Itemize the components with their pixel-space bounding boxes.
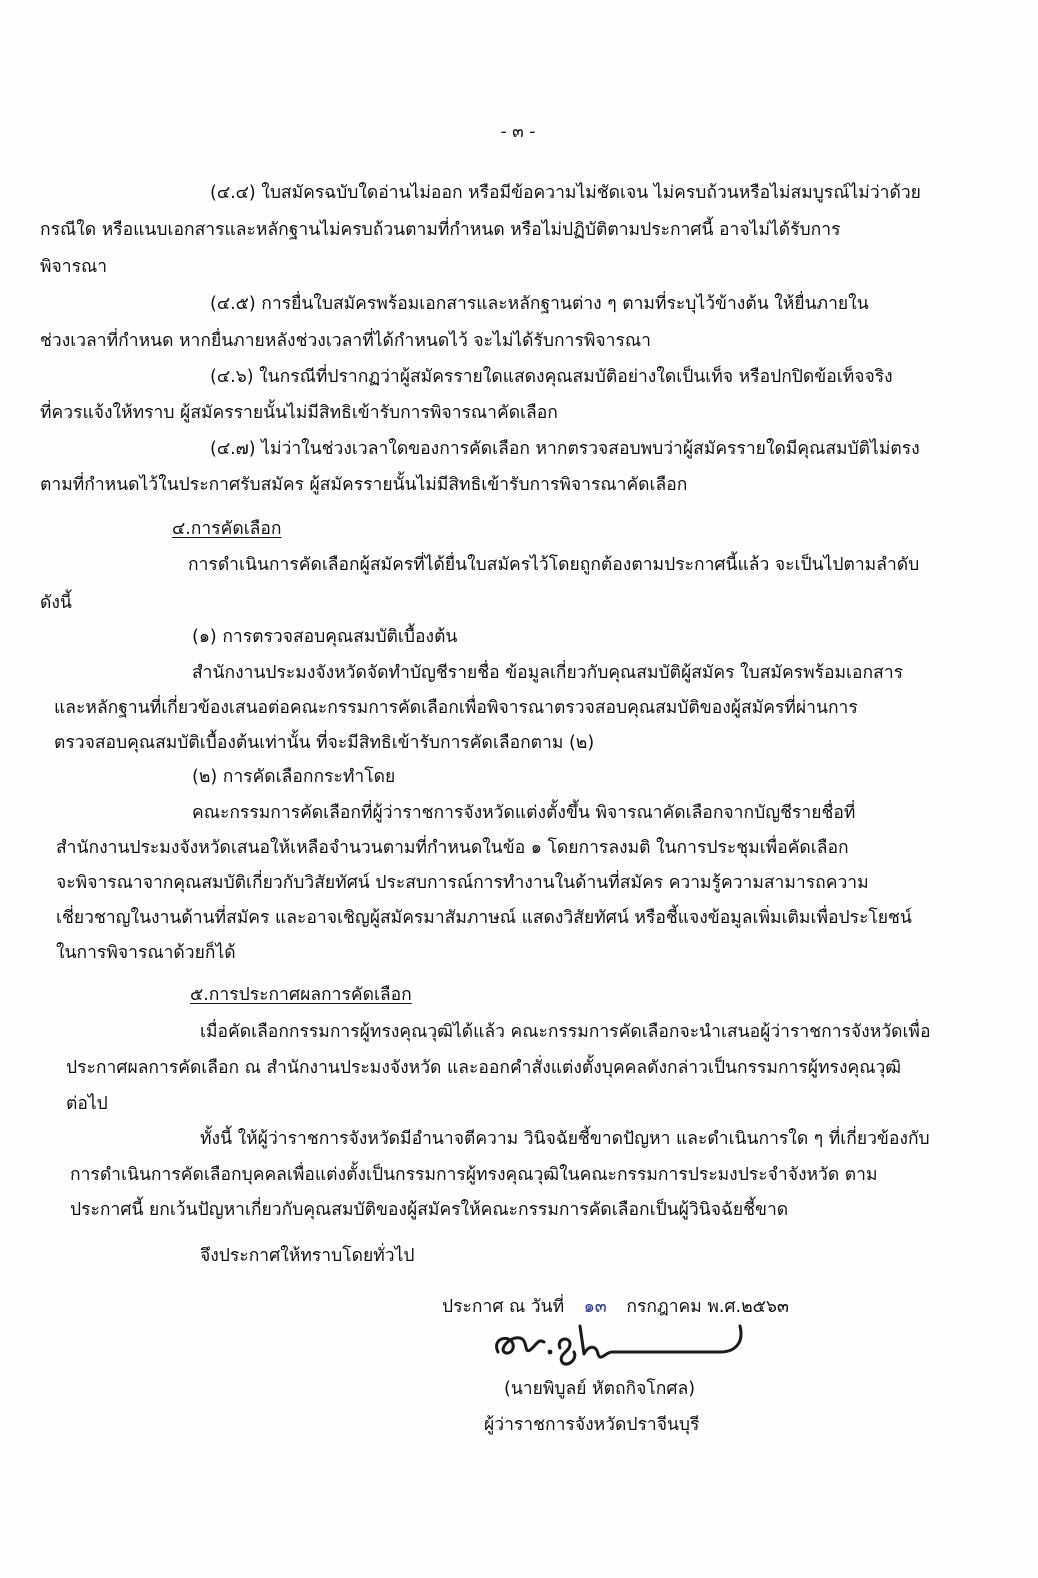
section-4-intro-line-2: ดังนี้ <box>40 593 72 613</box>
section-5-p2-line-3: ประกาศนี้ ยกเว้นปัญหาเกี่ยวกับคุณสมบัติของผู้สมัครให้คณะกรรมการคัดเลือกเป็นผู้วินิจฉัยชี้ขาด <box>70 1200 789 1220</box>
section-4-sub2-line-4: เชี่ยวชาญในงานด้านที่สมัคร และอาจเชิญผู้สมัครมาสัมภาษณ์ แสดงวิสัยทัศน์ หรือชี้แจงข้อมูลเพิ่มเติมเพื่อประโยชน์ <box>56 908 912 928</box>
para-4-4-line-3: พิจารณา <box>40 257 108 277</box>
section-4-sub2-line-5: ในการพิจารณาด้วยก็ได้ <box>56 943 236 963</box>
para-4-4-line-1: (๔.๔) ใบสมัครฉบับใดอ่านไม่ออก หรือมีข้อความไม่ชัดเจน ไม่ครบถ้วนหรือไม่สมบูรณ์ไม่ว่าด้วย <box>210 183 921 203</box>
section-4-sub2-line-3: จะพิจารณาจากคุณสมบัติเกี่ยวกับวิสัยทัศน์ ประสบการณ์การทำงานในด้านที่สมัคร ความรู้ความสามารถความ <box>56 873 869 893</box>
section-4-sub2-title: (๒) การคัดเลือกกระทำโดย <box>192 767 396 787</box>
section-4-intro-line-1: การดำเนินการคัดเลือกผู้สมัครที่ได้ยื่นใบสมัครไว้โดยถูกต้องตามประกาศนี้แล้ว จะเป็นไปตามลำดับ <box>188 555 920 575</box>
section-4-sub1-title: (๑) การตรวจสอบคุณสมบัติเบื้องต้น <box>192 627 458 647</box>
para-4-5-line-2: ช่วงเวลาที่กำหนด หากยื่นภายหลังช่วงเวลาที่ได้กำหนดไว้ จะไม่ได้รับการพิจารณา <box>40 331 651 351</box>
date-day: ๑๓ <box>583 1297 607 1317</box>
section-4-sub1-line-1: สำนักงานประมงจังหวัดจัดทำบัญชีรายชื่อ ข้อมูลเกี่ยวกับคุณสมบัติผู้สมัคร ใบสมัครพร้อมเอกสาร <box>192 663 904 683</box>
page-number: - ๓ - <box>500 122 536 142</box>
section-5-p2-line-2: การดำเนินการคัดเลือกบุคคลเพื่อแต่งตั้งเป็นกรรมการผู้ทรงคุณวุฒิในคณะกรรมการประมงประจำจังหวัด ตาม <box>70 1165 878 1185</box>
signer-name: (นายพิบูลย์ หัตถกิจโกศล) <box>504 1379 696 1399</box>
para-4-6-line-1: (๔.๖) ในกรณีที่ปรากฏว่าผู้สมัครรายใดแสดงคุณสมบัติอย่างใดเป็นเท็จ หรือปกปิดข้อเท็จจริง <box>210 367 893 387</box>
signer-position: ผู้ว่าราชการจังหวัดปราจีนบุรี <box>484 1415 700 1435</box>
section-4-heading: ๔.การคัดเลือก <box>172 519 282 539</box>
section-4-sub2-line-2: สำนักงานประมงจังหวัดเสนอให้เหลือจำนวนตามที่กำหนดในข้อ ๑ โดยการลงมติ ในการประชุมเพื่อคัดเลือก <box>56 838 849 858</box>
section-4-sub1-line-3: ตรวจสอบคุณสมบัติเบื้องต้นเท่านั้น ที่จะมีสิทธิเข้ารับการคัดเลือกตาม (๒) <box>54 733 595 753</box>
para-4-6-line-2: ที่ควรแจ้งให้ทราบ ผู้สมัครรายนั้นไม่มีสิทธิเข้ารับการพิจารณาคัดเลือก <box>40 403 558 423</box>
section-5-p1-line-2: ประกาศผลการคัดเลือก ณ สำนักงานประมงจังหวัด และออกคำสั่งแต่งตั้งบุคคลดังกล่าวเป็นกรรมการผู้ทรงคุณวุฒิ <box>66 1058 902 1078</box>
para-4-4-line-2: กรณีใด หรือแนบเอกสารและหลักฐานไม่ครบถ้วนตามที่กำหนด หรือไม่ปฏิบัติตามประกาศนี้ อาจไม่ได้รับการ <box>40 220 841 240</box>
para-4-7-line-1: (๔.๗) ไม่ว่าในช่วงเวลาใดของการคัดเลือก หากตรวจสอบพบว่าผู้สมัครรายใดมีคุณสมบัติไม่ตรง <box>210 439 920 459</box>
section-4-sub1-line-2: และหลักฐานที่เกี่ยวข้องเสนอต่อคณะกรรมการคัดเลือกเพื่อพิจารณาตรวจสอบคุณสมบัติของผู้สมัครที่ผ่านการ <box>54 698 858 718</box>
section-5-p2-line-1: ทั้งนี้ ให้ผู้ว่าราชการจังหวัดมีอำนาจตีความ วินิจฉัยชี้ขาดปัญหา และดำเนินการใด ๆ ที่เกี่ยวข้องกับ <box>200 1129 930 1149</box>
para-4-7-line-2: ตามที่กำหนดไว้ในประกาศรับสมัคร ผู้สมัครรายนั้นไม่มีสิทธิเข้ารับการพิจารณาคัดเลือก <box>40 475 688 495</box>
signature-icon <box>488 1312 758 1374</box>
section-5-p1-line-3: ต่อไป <box>66 1094 108 1114</box>
closing-statement: จึงประกาศให้ทราบโดยทั่วไป <box>200 1246 415 1266</box>
para-4-5-line-1: (๔.๕) การยื่นใบสมัครพร้อมเอกสารและหลักฐานต่าง ๆ ตามที่ระบุไว้ข้างต้น ให้ยื่นภายใน <box>210 294 869 314</box>
section-5-heading: ๕.การประกาศผลการคัดเลือก <box>190 985 412 1005</box>
section-5-p1-line-1: เมื่อคัดเลือกกรรมการผู้ทรงคุณวุฒิได้แล้ว คณะกรรมการคัดเลือกจะนำเสนอผู้ว่าราชการจังหวัดเพื่อ <box>200 1022 931 1042</box>
date-month-year: กรกฎาคม พ.ศ.๒๕๖๓ <box>626 1297 789 1317</box>
section-4-sub2-line-1: คณะกรรมการคัดเลือกที่ผู้ว่าราชการจังหวัดแต่งตั้งขึ้น พิจารณาคัดเลือกจากบัญชีรายชื่อที่ <box>192 803 856 823</box>
date-prefix: ประกาศ ณ วันที่ <box>442 1297 565 1317</box>
